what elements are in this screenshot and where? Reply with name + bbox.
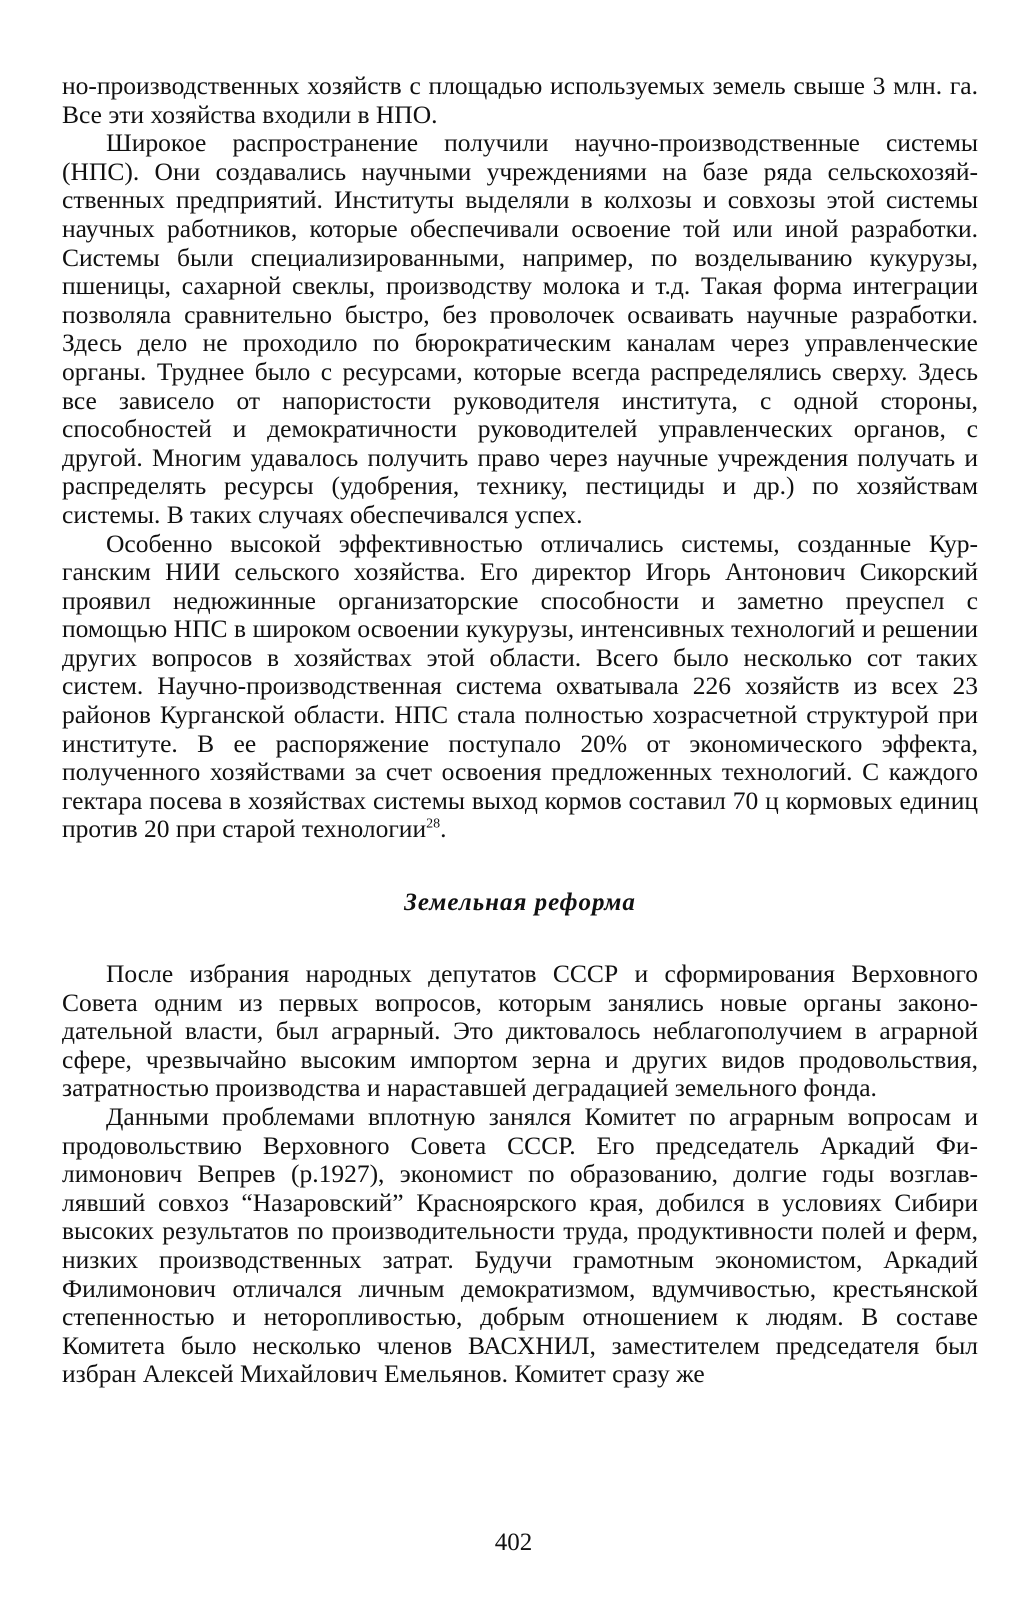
paragraph-3-text: Особенно высокой эффективностью отличались системы, созданные Курганским НИИ сельского хозяйства. Его директор Игорь Антонович Сикорский проявил недюжинные организаторские способности и заметно преуспел с помощью НПС в широком освоении кукурузы, интенсивных технологий и решении других вопросов в хозяйствах этой области. Всего было несколько сот таких систем. Научно-производственная система охватывала 226 хозяйств из всех 23 районов Курганской области. НПС стала полностью хозрасчетной структурой при институте. В ее распоряжение поступало 20% от экономического эффекта, полученного хозяйствами за счет освоения предложенных технологий. С каждого гектара посева в хозяйствах системы выход кормов составил 70 ц кормовых единиц против 20 при старой технологии [62, 528, 978, 844]
page-number: 402 [494, 1529, 533, 1556]
document-page [62, 72, 978, 1389]
paragraph-5: Данными проблемами вплотную занялся Комитет по аграрным вопросам и продовольствию Верховного Совета СССР. Его председатель Аркадий Филимонович Вепрев (р.1927), экономист по образованию, долгие годы возглавлявший совхоз “Назаровский” Красноярского края, добился в условиях Сибири высоких результатов по производительности труда, продуктивности полей и ферм, низких производственных затрат. Будучи грамотным экономистом, Аркадий Филимонович отличался личным демократизмом, вдумчивостью, крестьянской степенностью и неторопливостью, добрым отношением к людям. В составе Комитета было несколько членов ВАСХНИЛ, заместителем председателя был избран Алексей Михайлович Емельянов. Комитет сразу же [62, 1102, 978, 1389]
paragraph-3-tail: . [440, 814, 447, 844]
paragraph-3 [62, 530, 978, 845]
paragraph-1: но-производственных хозяйств с площадью используемых земель свыше 3 млн. га. Все эти хозяйства входили в НПО. [62, 71, 978, 129]
paragraph-2: Широкое распространение получили научно-производственные системы (НПС). Они создавались научными учреждениями на базе ряда сельскохозяйственных предприятий. Институты выделяли в колхозы и совхозы этой системы научных работников, которые обеспечивали освоение той или иной разработки. Системы были специализированными, например, по возделыванию кукурузы, пшеницы, сахарной свеклы, производству молока и т.д. Такая форма интеграции позволяла сравнительно быстро, без проволочек осваивать научные разработки. Здесь дело не проходило по бюрократическим каналам через управленческие органы. Труднее было с ресурсами, которые всегда распределялись сверху. Здесь все зависело от напористости руководителя института, с одной стороны, способностей и демократичности руководителей управленческих органов, с другой. Многим удавалось получить право через научные учреждения получать и распределять ресурсы (удобрения, технику, пестициды и др.) по хозяйствам системы. В таких случаях обеспечивался успех. [62, 128, 978, 529]
section-heading: Земельная реформа [404, 889, 636, 917]
paragraph-4: После избрания народных депутатов СССР и сформирования Верховного Совета одним из первых вопросов, которым занялись новые органы законодательной власти, был аграрный. Это диктовалось неблагополучием в аграрной сфере, чрезвычайно высоким импортом зерна и других видов продовольствия, затратностью производства и нараставшей деградацией земельного фонда. [62, 959, 978, 1103]
footnote-marker: 28 [426, 816, 441, 832]
